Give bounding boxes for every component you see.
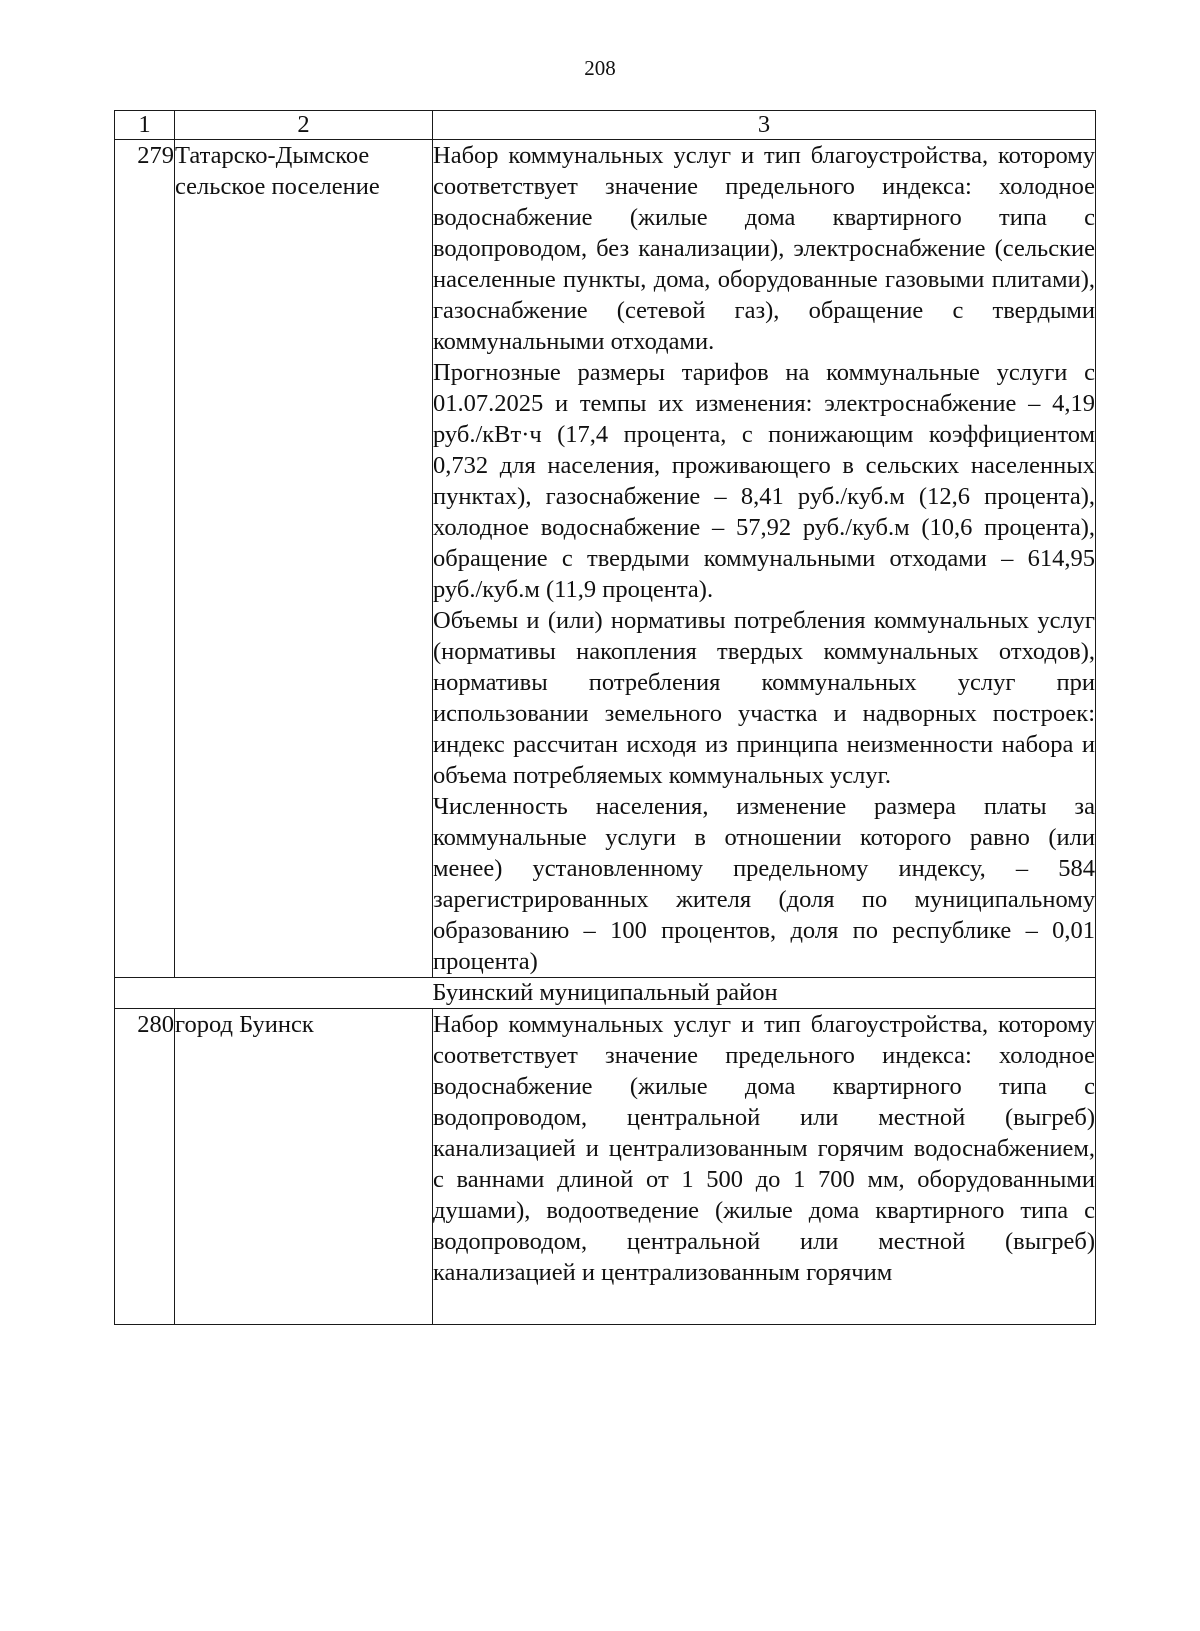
- row-description: [433, 140, 1096, 978]
- header-col-1: 1: [115, 111, 175, 140]
- description-paragraph: Набор коммунальных услуг и тип благоустройства, которому соответствует значение предельного индекса: холодное водоснабжение (жилые дома квартирного типа с водопроводом, без канализации), электроснабжение (сельские населенные пункты, дома, оборудованные газовыми плитами), газоснабжение (сетевой газ), обращение с твердыми коммунальными отходами.: [433, 142, 1095, 355]
- page-number: 208: [584, 56, 616, 80]
- municipality-name: Татарско-Дымское сельское поселение: [175, 140, 433, 978]
- tariff-table: [114, 110, 1096, 1325]
- description-paragraph: Объемы и (или) нормативы потребления коммунальных услуг (нормативы накопления твердых коммунальных отходов), нормативы потребления коммунальных услуг при использовании земельного участка и надворных построек: индекс рассчитан исходя из принципа неизменности набора и объема потребляемых коммунальных услуг.: [433, 607, 1095, 789]
- description-paragraph: Прогнозные размеры тарифов на коммунальные услуги с 01.07.2025 и темпы их изменения: электроснабжение – 4,19 руб./кВт·ч (17,4 процента, с понижающим коэффициентом 0,732 для населения, проживающего в сельских населенных пунктах), газоснабжение – 8,41 руб./куб.м (12,6 процента), холодное водоснабжение – 57,92 руб./куб.м (10,6 процента), обращение с твердыми коммунальными отходами – 614,95 руб./куб.м (11,9 процента).: [433, 359, 1095, 603]
- description-paragraph: Численность населения, изменение размера платы за коммунальные услуги в отношении которого равно (или менее) установленному предельному индексу, – 584 зарегистрированных жителя (доля по муниципальному образованию – 100 процентов, доля по республике – 0,01 процента): [433, 793, 1095, 975]
- header-col-2: 2: [175, 111, 433, 140]
- row-number: 279: [115, 140, 175, 978]
- table-header-row: [115, 111, 1096, 140]
- description-paragraph: Набор коммунальных услуг и тип благоустройства, которому соответствует значение предельного индекса: холодное водоснабжение (жилые дома квартирного типа с водопроводом, центральной или местной (выгреб) канализацией и централизованным горячим водоснабжением, с ваннами длиной от 1 500 до 1 700 мм, оборудованными душами), водоотведение (жилые дома квартирного типа с водопроводом, центральной или местной (выгреб) канализацией и централизованным горячим: [433, 1011, 1095, 1286]
- row-description: [433, 1009, 1096, 1325]
- table-row: [115, 140, 1096, 978]
- table-row: [115, 1009, 1096, 1325]
- section-row: [115, 978, 1096, 1009]
- section-title: Буинский муниципальный район: [115, 978, 1096, 1009]
- row-number: 280: [115, 1009, 175, 1325]
- municipality-name: город Буинск: [175, 1009, 433, 1325]
- header-col-3: 3: [433, 111, 1096, 140]
